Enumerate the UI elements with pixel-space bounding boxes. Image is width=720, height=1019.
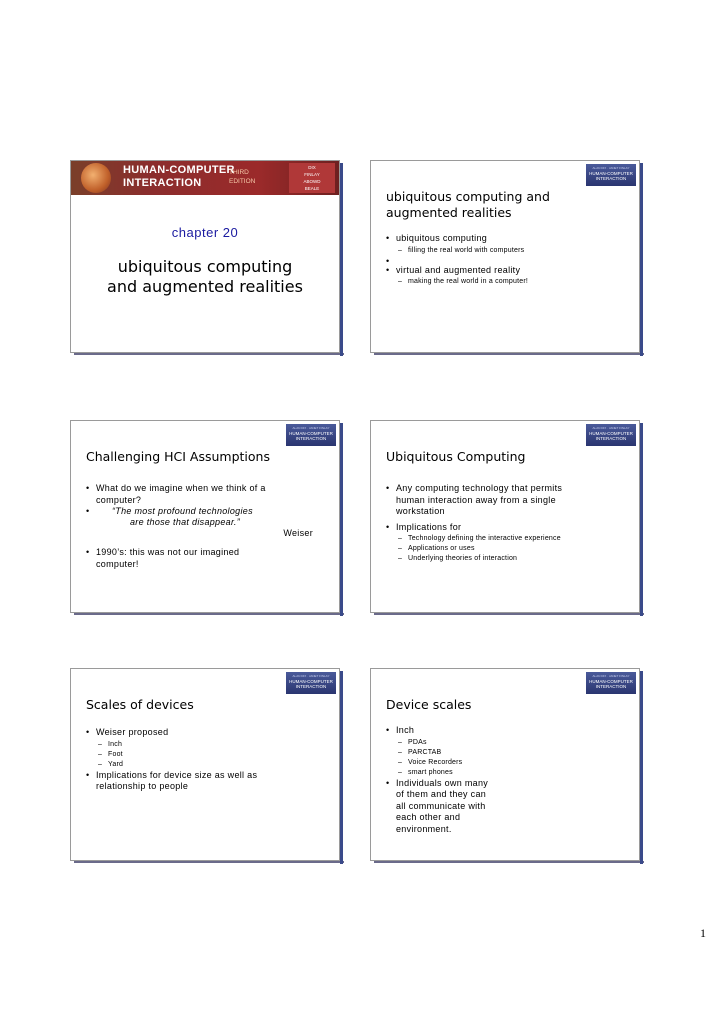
bullet-list [86,483,327,570]
quote-line: are those that disappear.” [130,517,241,527]
chapter-label: chapter 20 [171,225,239,240]
slide-heading: Scales of devices [86,697,194,712]
sub-bullet-item: – Inch [96,740,327,750]
bullet-item: • Any computing technology that permits human interaction away from a single workstation [386,483,627,518]
slide-heading: Challenging HCI Assumptions [86,449,270,464]
bullet-item: • Weiser proposed – Inch – Foot – Yard [86,727,327,770]
bullet-item: • Inch – PDAs – PARCTAB – Voice Recorders – smart phones [386,725,627,778]
sub-bullet-item: – Applications or uses [396,544,627,554]
quote-line: • “The most profound technologies [112,506,253,516]
slide-scales-of-devices [70,668,340,861]
bullet-list [86,727,327,793]
slide-title [70,160,340,353]
banner-edition: THIRD EDITION [229,169,256,185]
bullet-list [386,233,627,287]
hci-logo-icon: ALAN DIX · JANET FINLAY HUMAN-COMPUTER INTERACTION [586,164,636,186]
slide-challenging-assumptions [70,420,340,613]
slide-heading: ubiquitous computing and augmented realities [386,189,550,220]
sub-bullet-item: – filling the real world with computers [396,246,627,256]
sub-bullet-item: – Technology defining the interactive experience [396,534,627,544]
sub-bullet-item: – making the real world in a computer! [396,277,627,287]
hand-logo-icon [81,163,111,193]
hci-logo-icon: ALAN DIX · JANET FINLAY HUMAN-COMPUTER INTERACTION [586,424,636,446]
book-banner [71,161,339,195]
slide-ubiquitous-overview [370,160,640,353]
banner-authors: DIX FINLAY ABOWD BEALE [289,163,335,193]
slide-device-scales [370,668,640,861]
sub-bullet-item: – Yard [96,760,327,770]
slide-heading: Ubiquitous Computing [386,449,526,464]
bullet-item: • Implications for device size as well as relationship to people [86,770,327,793]
hci-logo-icon: ALAN DIX · JANET FINLAY HUMAN-COMPUTER INTERACTION [286,672,336,694]
slide-heading: Device scales [386,697,472,712]
bullet-item: • virtual and augmented reality – making the real world in a computer! [386,265,627,288]
chapter-title: ubiquitous computing and augmented realities [107,257,303,296]
sub-bullet-item: – PARCTAB [396,748,627,758]
bullet-item: • What do we imagine when we think of a computer? [86,483,327,506]
banner-title: HUMAN-COMPUTER INTERACTION [123,164,235,189]
sub-bullet-item: – Underlying theories of interaction [396,554,627,564]
sub-bullet-item: – smart phones [396,768,627,778]
sub-bullet-item: – Voice Recorders [396,758,627,768]
sub-bullet-item: – Foot [96,750,327,760]
hci-logo-icon: ALAN DIX · JANET FINLAY HUMAN-COMPUTER INTERACTION [586,672,636,694]
bullet-list [386,483,627,564]
page-number: 1 [700,926,706,940]
bullet-item: • ubiquitous computing – filling the real world with computers [386,233,627,256]
bullet-item: • 1990’s: this was not our imagined computer! [86,547,327,570]
sub-bullet-item: – PDAs [396,738,627,748]
hci-logo-icon: ALAN DIX · JANET FINLAY HUMAN-COMPUTER INTERACTION [286,424,336,446]
bullet-item: • Individuals own many of them and they can all communicate with each other and environment. [386,778,627,836]
quote-attribution: Weiser [283,528,313,538]
slide-ubiquitous-computing [370,420,640,613]
bullet-list [386,725,627,835]
bullet-item: • Implications for – Technology defining the interactive experience – Applications or uses – Underlying theories of interaction [386,522,627,565]
